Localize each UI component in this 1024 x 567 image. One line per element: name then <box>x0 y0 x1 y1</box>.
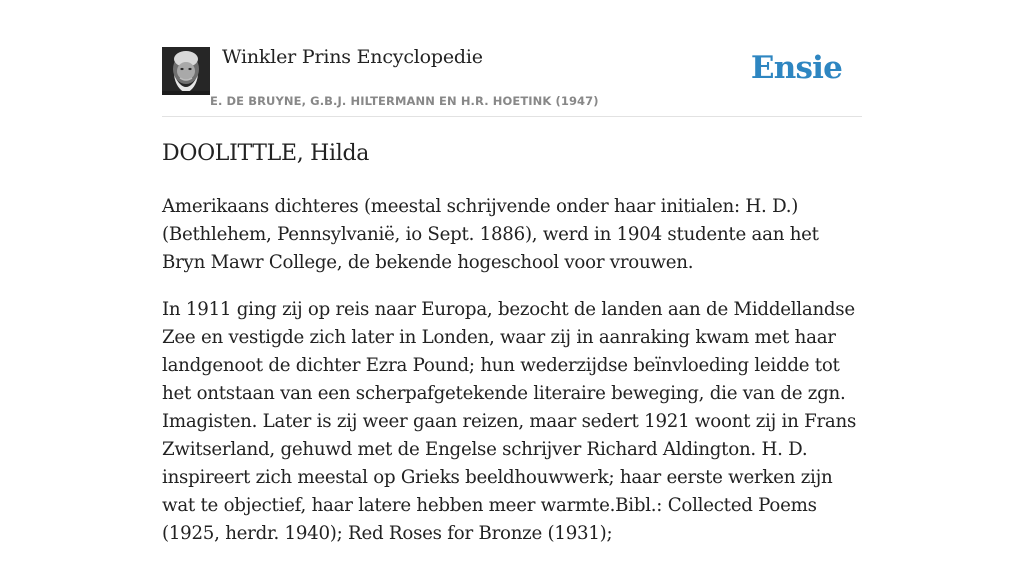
source-header <box>162 46 862 117</box>
article <box>162 138 862 567</box>
bearded-man-portrait-icon <box>162 47 210 95</box>
source-authors: E. DE BRUYNE, G.B.J. HILTERMANN EN H.R. HOETINK (1947) <box>210 94 599 108</box>
source-title[interactable]: Winkler Prins Encyclopedie <box>222 46 483 68</box>
source-avatar[interactable] <box>162 47 210 95</box>
article-paragraph: Amerikaans dichteres (meestal schrijvende onder haar initialen: H. D.) (Bethlehem, Pennsylvanië, io Sept. 1886), werd in 1904 studente aan het Bryn Mawr College, de bekende hogeschool voor vrouwen. <box>162 196 819 273</box>
article-paragraph: In 1911 ging zij op reis naar Europa, bezocht de landen aan de Middellandse Zee en vestigde zich later in Londen, waar zij in aanraking kwam met haar landgenoot de dichter Ezra Pound; hun wederzijdse beïnvloeding leidde tot het ontstaan van een scherpafgetekende literaire beweging, die van de zgn. Imagisten. Later is zij weer gaan reizen, maar sedert 1921 woont zij in Frans Zwitserland, gehuwd met de Engelse schrijver Richard Aldington. H. D. inspireert zich meestal op Grieks beeldhouwwerk; haar eerste werken zijn wat te objectief, haar latere hebben meer warmte.Bibl.: Collected Poems (1925, herdr. 1940); Red Roses for Bronze (1931); <box>162 299 857 544</box>
entry-title: DOOLITTLE, Hilda <box>162 141 370 166</box>
brand-logo[interactable]: Ensie <box>750 50 842 86</box>
